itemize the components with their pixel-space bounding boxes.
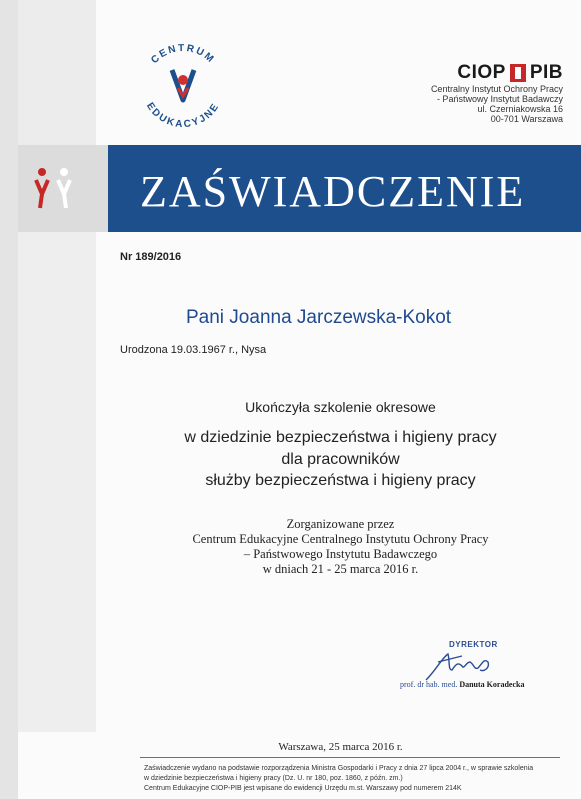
footer-note-line2: w dziedzinie bezpieczeństwa i higieny pracy (Dz. U. nr 180, poz. 1860, z późn. zm.) (144, 775, 403, 782)
footer-divider (140, 757, 560, 758)
recipient-name: Pani Joanna Jarczewska-Kokot (186, 307, 452, 328)
svg-text:CENTRUM (149, 43, 217, 66)
person-icon (172, 70, 194, 100)
birth-info: Urodzona 19.03.1967 r., Nysa (120, 344, 267, 356)
organized-by-line2: Centrum Edukacyjne Centralnego Instytutu Ochrony Pracy (192, 532, 489, 546)
issue-date: Warszawa, 25 marca 2016 r. (278, 741, 403, 753)
signatory-role: DYREKTOR (449, 640, 498, 649)
signatory-fullname: Danuta Koradecka (459, 680, 525, 689)
ciop-name-line: Centralny Instytut Ochrony Pracy (430, 84, 563, 94)
footer-note-line1: Zaświadczenie wydano na podstawie rozporządzenia Ministra Gospodarki i Pracy z dnia 27 lipca 2004 r., w sprawie szkolenia (144, 765, 534, 772)
certificate-title: ZAŚWIADCZENIE (140, 167, 526, 216)
left-margin-strip (0, 0, 18, 799)
completed-training: Ukończyła szkolenie okresowe (245, 399, 436, 415)
signatory-name (400, 680, 524, 689)
ciop-pib-header (431, 62, 563, 124)
centrum-edukacyjne-logo (128, 30, 238, 140)
ciop-logo-left: CIOP (457, 62, 506, 83)
training-field-line3: służby bezpieczeństwa i higieny pracy (205, 472, 476, 489)
certificate-number: Nr 189/2016 (120, 251, 182, 263)
logo-ring-bottom-text: EDUKACYJNE (144, 100, 222, 131)
logo-ring-top-text: CENTRUM (149, 42, 217, 67)
training-dates: w dniach 21 - 25 marca 2016 r. (262, 562, 419, 576)
side-panel-bottom (18, 232, 96, 732)
training-field-line2: dla pracowników (281, 451, 400, 468)
organized-by-line1: Zorganizowane przez (286, 517, 395, 531)
people-icon (30, 160, 78, 215)
handwritten-signature (418, 640, 518, 684)
ciop-subname-line: - Państwowy Instytut Badawczy (436, 94, 563, 104)
organized-by-line3: – Państwowego Instytutu Badawczego (243, 547, 438, 561)
signatory-title: prof. dr hab. med. (400, 680, 458, 689)
ciop-pib-logo (431, 62, 563, 84)
footer-note-line3: Centrum Edukacyjne CIOP-PIB jest wpisane do ewidencji Urzędu m.st. Warszawy pod numerem 214K (144, 785, 462, 792)
svg-text:EDUKACYJNE (144, 101, 222, 130)
ciop-street-line: ul. Czerniakowska 16 (477, 104, 563, 114)
training-field-line1: w dziedzinie bezpieczeństwa i higieny pracy (184, 429, 497, 446)
ciop-mark-icon (510, 64, 526, 82)
side-panel-top (18, 0, 96, 145)
ciop-city-line: 00-701 Warszawa (490, 114, 563, 124)
ciop-logo-right: PIB (529, 62, 563, 83)
